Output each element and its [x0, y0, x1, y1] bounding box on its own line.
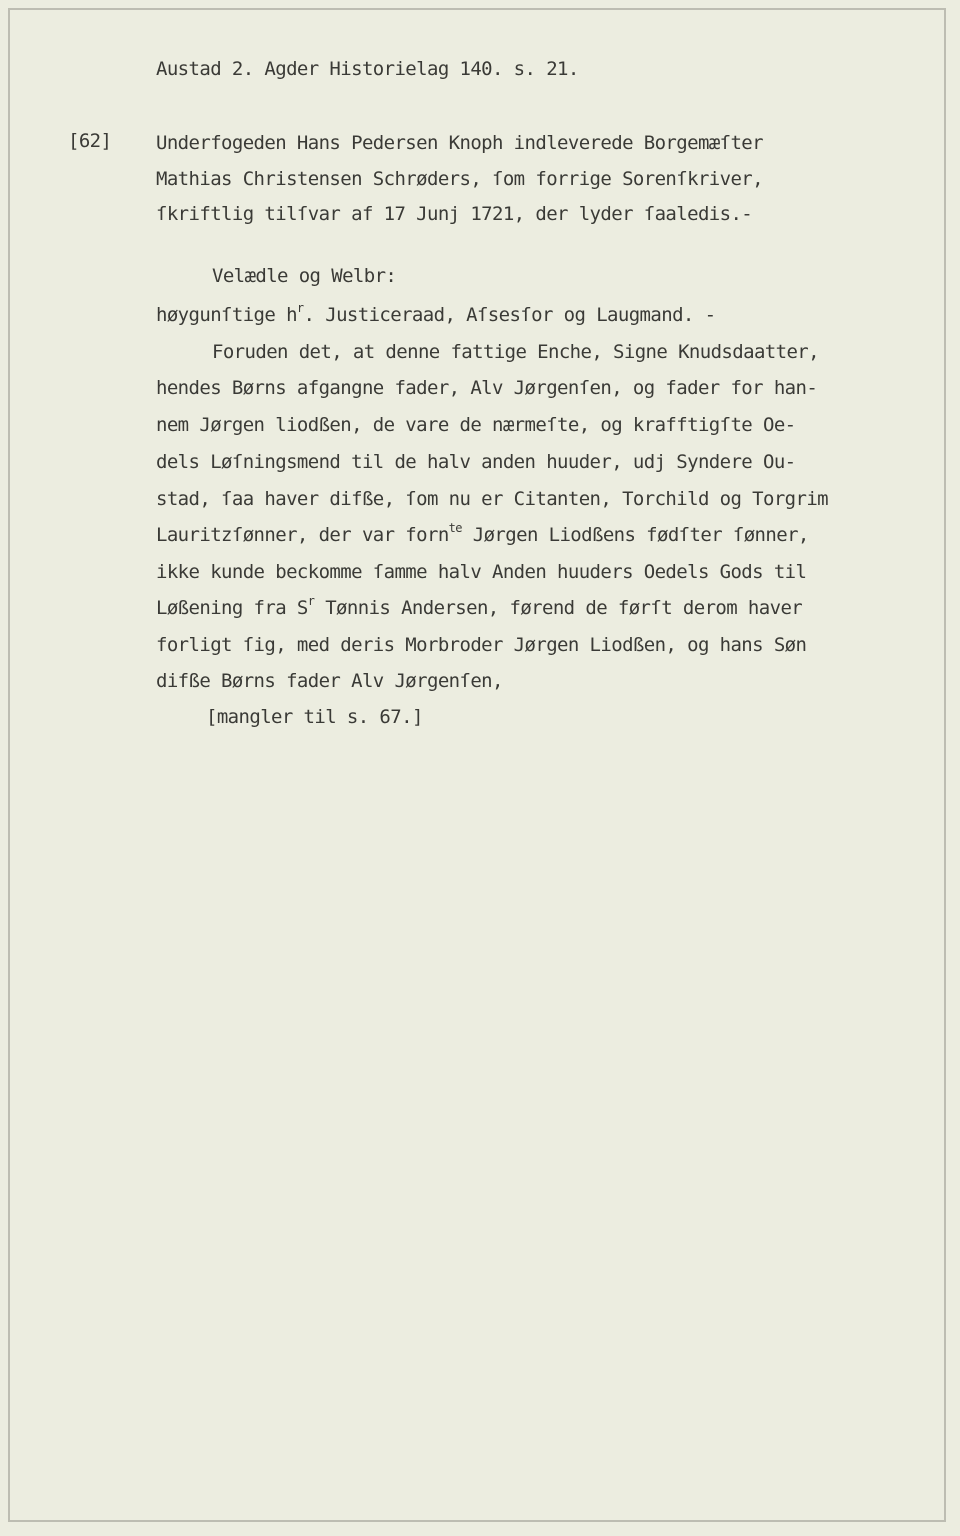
sr-before: Løßening fra S	[156, 597, 308, 619]
fornte-sup: te	[448, 521, 462, 535]
salutation-1: Velædle og Welbr:	[212, 265, 397, 287]
body-line-2: hendes Børns afgangne fader, Alv Jørgenſen, og fader for han-	[156, 377, 818, 399]
body-line-fornte	[156, 521, 809, 546]
page-border	[8, 8, 946, 1522]
closing-line-2: difße Børns fader Alv Jørgenſen,	[156, 670, 503, 692]
entry-number: [62]	[68, 130, 112, 152]
intro-line-2: Mathias Christensen Schrøders, ſom forrige Sorenſkriver,	[156, 168, 763, 190]
body-line-4: dels Løſningsmend til de halv anden huuder, udj Syndere Ou-	[156, 451, 796, 473]
body-line-3: nem Jørgen liodßen, de vare de nærmeſte, og krafftigſte Oe-	[156, 414, 796, 436]
salutation-2-before: høygunſtige h	[156, 304, 297, 326]
sr-sup: r	[307, 594, 315, 608]
sr-after: Tønnis Andersen, førend de førſt derom haver	[314, 597, 803, 619]
salutation-2-sup: r	[296, 301, 304, 315]
body-line-sr	[156, 594, 803, 619]
fornte-after: Jørgen Liodßens fødſter ſønner,	[461, 524, 809, 546]
intro-line-3: ſkriftlig tilſvar af 17 Junj 1721, der lyder ſaaledis.-	[156, 203, 753, 225]
missing-note: [mangler til s. 67.]	[206, 706, 423, 728]
body-line-1: Foruden det, at denne fattige Enche, Signe Knudsdaatter,	[212, 341, 819, 363]
closing-line-1: forligt ſig, med deris Morbroder Jørgen Liodßen, og hans Søn	[156, 634, 807, 656]
fornte-before: Lauritzſønner, der var forn	[156, 524, 449, 546]
body-line-5: stad, ſaa haver difße, ſom nu er Citanten, Torchild og Torgrim	[156, 488, 829, 510]
salutation-2	[156, 301, 716, 326]
salutation-2-after: . Justiceraad, Aſsesſor og Laugmand. -	[303, 304, 716, 326]
header-reference: Austad 2. Agder Historielag 140. s. 21.	[156, 58, 579, 80]
intro-line-1: Underfogeden Hans Pedersen Knoph indleverede Borgemæſter	[156, 132, 763, 154]
body-line-kunde: ikke kunde beckomme ſamme halv Anden huuders Oedels Gods til	[156, 561, 807, 583]
